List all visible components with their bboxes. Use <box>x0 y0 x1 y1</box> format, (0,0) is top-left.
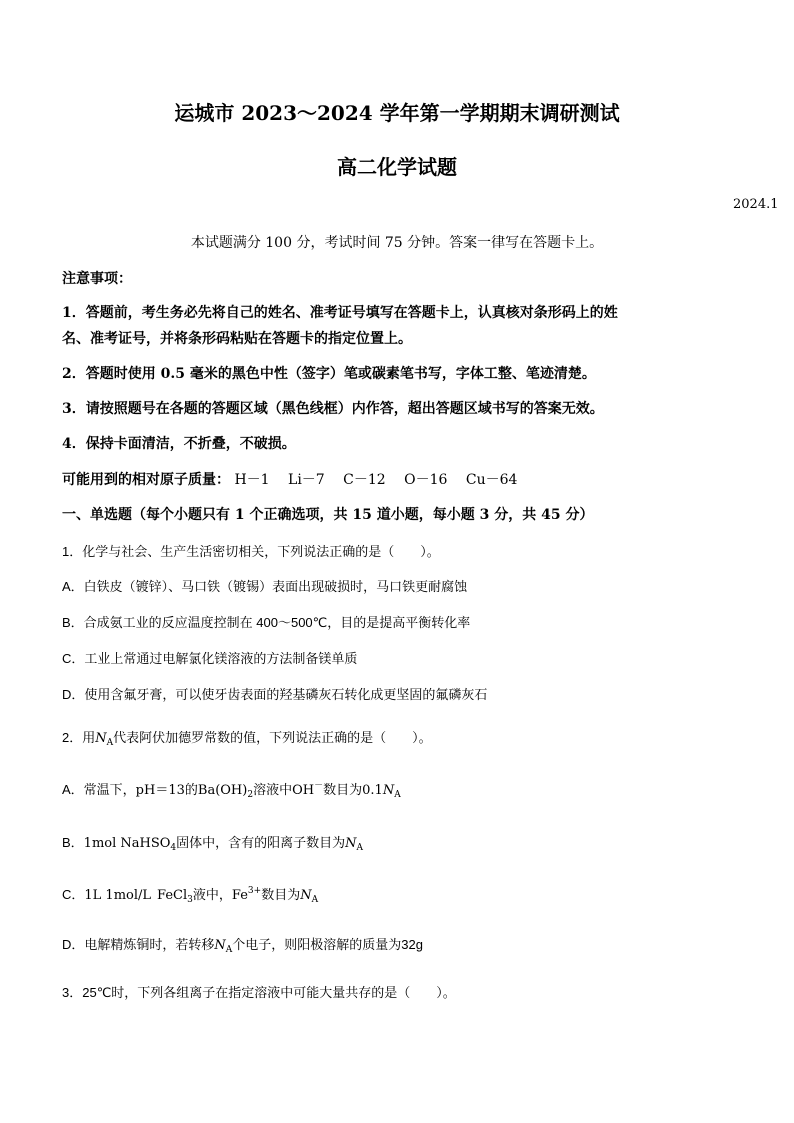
q2c-ion: Fe <box>231 888 248 903</box>
q2b-avogadro-sub: A <box>356 843 364 853</box>
atomic-masses-label: 可能用到的相对原子质量： <box>62 472 230 488</box>
q2-option-c <box>62 884 318 905</box>
q1-option-d: D．使用含氟牙膏，可以使牙齿表面的羟基磷灰石转化成更坚固的氟磷灰石 <box>62 687 488 702</box>
q1-stem: 1．化学与社会、生产生活密切相关，下列说法正确的是（ ）。 <box>62 544 440 559</box>
q2a-ion-charge: － <box>314 781 324 791</box>
q2d-val: 32g <box>401 937 423 952</box>
note-item-1: 1．答题前，考生务必先将自己的姓名、准考证号填写在答题卡上，认真核对条形码上的姓 <box>62 305 618 321</box>
q2c-ion-charge: 3+ <box>247 886 262 896</box>
mass-h: H－1 <box>234 472 270 488</box>
mass-o: O－16 <box>404 472 448 488</box>
q2d-avogadro: N <box>214 938 226 953</box>
mass-cu: Cu－64 <box>465 472 518 488</box>
q1-option-b: B．合成氨工业的反应温度控制在 400～500℃，目的是提高平衡转化率 <box>62 615 471 630</box>
q3-stem: 3．25℃时，下列各组离子在指定溶液中可能大量共存的是（ ）。 <box>62 985 456 1000</box>
q2a-avogadro: N <box>382 783 395 798</box>
q2c-post: 数目为 <box>261 887 301 902</box>
q2-stem-pre: 2．用 <box>62 730 96 745</box>
atomic-masses <box>62 469 517 489</box>
exam-intro: 本试题满分 100 分，考试时间 75 分钟。答案一律写在答题卡上。 <box>190 235 604 251</box>
q2b-pre: B． <box>62 835 84 850</box>
notes-heading: 注意事项： <box>62 271 132 287</box>
q2-stem-post: 代表阿伏加德罗常数的值，下列说法正确的是（ ）。 <box>113 730 432 745</box>
q2c-mid: 液中， <box>192 887 232 902</box>
q2a-ba-subscript: 2 <box>247 790 254 800</box>
q2a-post: 数目为 <box>323 782 363 797</box>
q2b-post: 固体中，含有的阳离子数目为 <box>176 835 346 850</box>
section-heading: 一、单选题（每个小题只有 1 个正确选项，共 15 道小题，每小题 3 分，共 45 分） <box>62 507 594 523</box>
q2a-val: 0.1 <box>362 783 383 798</box>
mass-c: C－12 <box>343 472 386 488</box>
q2c-amount: 1L 1mol/L <box>84 888 152 903</box>
exam-subject: 高二化学试题 <box>337 155 457 179</box>
exam-date: 2024.1 <box>733 197 779 212</box>
q2c-salt: FeCl <box>157 888 188 903</box>
q2c-avogadro: N <box>300 888 312 903</box>
q2-stem <box>62 727 432 748</box>
q2d-avogadro-sub: A <box>225 945 233 955</box>
q2b-amount: 1mol NaHSO <box>83 836 171 851</box>
q2a-ba-formula: Ba(OH) <box>197 783 248 798</box>
q2-option-a <box>62 778 401 800</box>
avogadro-subscript: A <box>106 738 114 748</box>
exam-title: 运城市 2023～2024 学年第一学期期末调研测试 <box>174 101 620 125</box>
q1-option-c: C．工业上常通过电解氯化镁溶液的方法制备镁单质 <box>62 651 358 666</box>
q2a-mid2: 溶液中 <box>253 782 293 797</box>
q2c-avogadro-sub: A <box>311 895 319 905</box>
q2a-mid: 的 <box>184 782 198 797</box>
q2b-avogadro: N <box>345 836 357 851</box>
q2a-ph: pH＝13 <box>135 783 185 798</box>
q2d-pre: D．电解精炼铜时，若转移 <box>62 937 215 952</box>
mass-li: Li－7 <box>288 472 325 488</box>
q2-option-d <box>62 934 423 955</box>
q2-option-b <box>62 832 363 853</box>
note-item-2: 2．答题时使用 0.5 毫米的黑色中性（签字）笔或碳素笔书写，字体工整、笔迹清楚。 <box>62 366 596 382</box>
q2a-pre: A．常温下， <box>62 782 136 797</box>
note-item-4: 4．保持卡面清洁，不折叠，不破损。 <box>62 436 296 452</box>
q2c-salt-sub: 3 <box>187 895 193 905</box>
q2b-subscript: 4 <box>170 843 177 853</box>
q1-option-a: A．白铁皮（镀锌）、马口铁（镀锡）表面出现破损时，马口铁更耐腐蚀 <box>62 579 468 594</box>
q2a-avogadro-sub: A <box>394 790 401 800</box>
q2d-mid: 个电子，则阳极溶解的质量为 <box>232 937 402 952</box>
note-item-3: 3．请按照题号在各题的答题区域（黑色线框）内作答，超出答题区域书写的答案无效。 <box>62 401 604 417</box>
avogadro-symbol: N <box>95 731 107 746</box>
q2a-ion: OH <box>292 783 315 798</box>
note-item-1-cont: 名、准考证号，并将条形码粘贴在答题卡的指定位置上。 <box>62 331 412 347</box>
q2c-pre: C． <box>62 887 85 902</box>
